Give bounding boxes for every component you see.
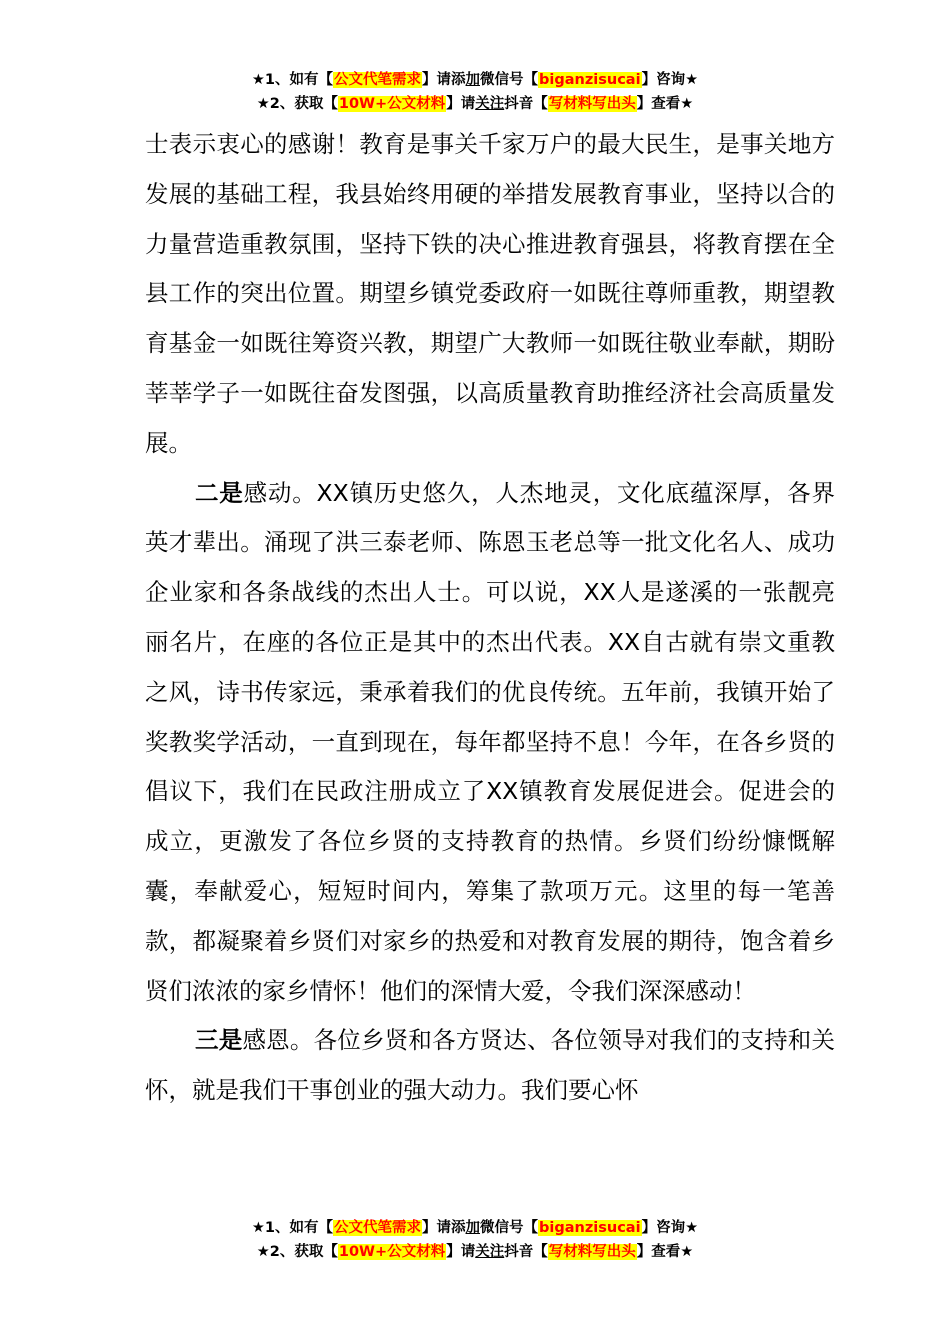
header-banner bbox=[0, 68, 950, 116]
highlight-service: 公文代笔需求 bbox=[334, 72, 422, 88]
highlight-materials: 10W+公文材料 bbox=[338, 1244, 446, 1260]
paragraph-lead: 三是 bbox=[195, 1026, 243, 1055]
footer-banner bbox=[0, 1216, 950, 1264]
document-body bbox=[145, 120, 835, 1116]
paragraph-lead: 二是 bbox=[195, 478, 244, 507]
paragraph-second: 二是感动。XX镇历史悠久，人杰地灵，文化底蕴深厚，各界英才辈出。涌现了洪三泰老师、陈恩玉老总等一批文化名人、成功企业家和各条战线的杰出人士。可以说，XX人是遂溪的一张靓亮丽名片，在座的各位正是其中的杰出代表。XX自古就有崇文重教之风，诗书传家远，秉承着我们的优良传统。五年前，我镇开始了奖教奖学活动，一直到现在，每年都坚持不息！今年，在各乡贤的倡议下，我们在民政注册成立了XX镇教育发展促进会。促进会的成立，更激发了各位乡贤的支持教育的热情。乡贤们纷纷慷慨解囊，奉献爱心，短短时间内，筹集了款项万元。这里的每一笔善款，都凝聚着乡贤们对家乡的热爱和对教育发展的期待，饱含着乡贤们浓浓的家乡情怀！他们的深情大爱，令我们深深感动！ bbox=[145, 478, 835, 1005]
paragraph-continuation: 士表示衷心的感谢！教育是事关千家万户的最大民生，是事关地方发展的基础工程，我县始终用硬的举措发展教育事业，坚持以合的力量营造重教氛围，坚持下铁的决心推进教育强县，将教育摆在全县工作的突出位置。期望乡镇党委政府一如既往尊师重教，期望教育基金一如既往筹资兴教，期望广大教师一如既往敬业奉献，期盼莘莘学子一如既往奋发图强，以高质量教育助推经济社会高质量发展。 bbox=[145, 130, 835, 457]
banner-line-2: ★2、获取【10W+公文材料】请关注抖音【写材料写出头】查看★ bbox=[256, 96, 694, 112]
highlight-materials: 10W+公文材料 bbox=[338, 96, 446, 112]
banner-line-1: ★1、如有【公文代笔需求】请添加微信号【biganzisucai】咨询★ bbox=[251, 1220, 699, 1236]
highlight-service: 公文代笔需求 bbox=[334, 1220, 422, 1236]
paragraph-third: 三是感恩。各位乡贤和各方贤达、各位领导对我们的支持和关怀，就是我们干事创业的强大动力。我们要心怀 bbox=[145, 1026, 836, 1105]
highlight-wechat-id: biganzisucai bbox=[539, 1220, 641, 1236]
highlight-wechat-id: biganzisucai bbox=[539, 72, 641, 88]
highlight-douyin: 写材料写出头 bbox=[548, 1244, 636, 1260]
banner-line-1: ★1、如有【公文代笔需求】请添加微信号【biganzisucai】咨询★ bbox=[251, 72, 699, 88]
highlight-douyin: 写材料写出头 bbox=[548, 96, 636, 112]
banner-line-2: ★2、获取【10W+公文材料】请关注抖音【写材料写出头】查看★ bbox=[256, 1244, 694, 1260]
